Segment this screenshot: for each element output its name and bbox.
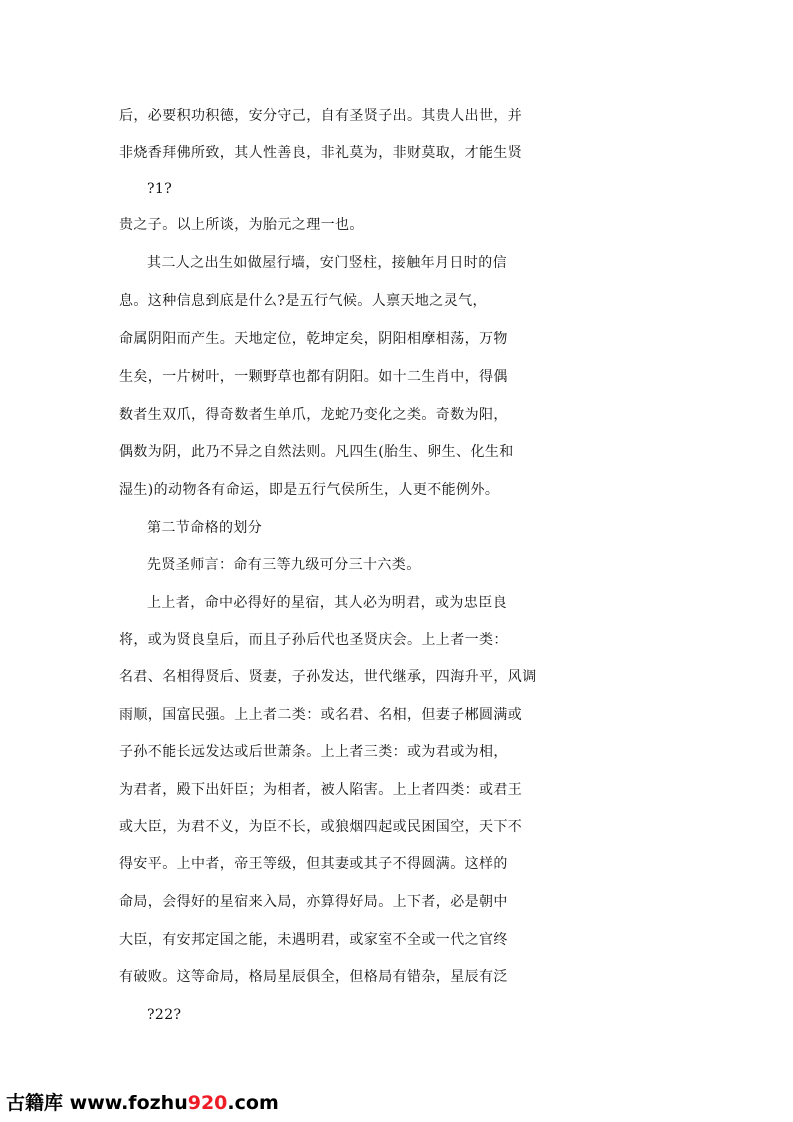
watermark-site-name: 古籍库 bbox=[6, 1092, 64, 1114]
text-line: 偶数为阴，此乃不异之自然法则。凡四生(胎生、卵生、化生和 bbox=[119, 444, 514, 460]
watermark-url bbox=[70, 1092, 279, 1114]
text-line: 或大臣，为君不义，为臣不长，或狼烟四起或民困国空，天下不 bbox=[119, 819, 523, 835]
text-line: 命属阴阳而产生。天地定位，乾坤定矣，阴阳相摩相荡，万物 bbox=[119, 331, 508, 347]
text-line: 后，必要积功积德，安分守己，自有圣贤子出。其贵人出世，并 bbox=[119, 108, 523, 124]
text-line: 子孙不能长远发达或后世萧条。上上者三类：或为君或为相， bbox=[119, 744, 508, 760]
watermark-url-highlight: 920 bbox=[187, 1092, 228, 1114]
paragraph-start: 上上者，命中必得好的星宿，其人必为明君，或为忠臣良 bbox=[147, 595, 507, 611]
watermark bbox=[6, 1088, 279, 1118]
text-line: 得安平。上中者，帝王等级，但其妻或其子不得圆满。这样的 bbox=[119, 856, 508, 872]
text-line: 为君者，殿下出奸臣；为相者，被人陷害。上上者四类：或君王 bbox=[119, 782, 523, 798]
text-line: 贵之子。以上所谈，为胎元之理一也。 bbox=[119, 217, 364, 233]
text-line: 息。这种信息到底是什么?是五行气候。人禀天地之灵气， bbox=[119, 293, 487, 309]
text-line: 命局，会得好的星宿来入局，亦算得好局。上下者，必是朝中 bbox=[119, 894, 508, 910]
section-heading: 第二节命格的划分 bbox=[147, 520, 263, 536]
paragraph-start: 先贤圣师言：命有三等九级可分三十六类。 bbox=[147, 557, 421, 573]
text-line: 雨顺，国富民强。上上者二类：或名君、名相，但妻子郴圆满或 bbox=[119, 707, 523, 723]
text-line: 数者生双爪，得奇数者生单爪，龙蛇乃变化之类。奇数为阳， bbox=[119, 407, 508, 423]
watermark-url-suffix: .com bbox=[227, 1092, 279, 1114]
watermark-url-prefix: www.fozhu bbox=[69, 1092, 188, 1114]
text-line: 湿生)的动物各有命运，即是五行气侯所生，人更不能例外。 bbox=[119, 482, 500, 498]
page-marker: ?22? bbox=[147, 1007, 182, 1023]
paragraph-start: 其二人之出生如做屋行墙，安门竖柱，接触年月日时的信 bbox=[147, 255, 507, 271]
text-line: 将，或为贤良皇后，而且子孙后代也圣贤庆会。上上者一类： bbox=[119, 632, 508, 648]
text-line: 生矣，一片树叶，一颗野草也都有阴阳。如十二生肖中，得偶 bbox=[119, 369, 508, 385]
page-marker: ?1? bbox=[147, 181, 173, 197]
text-line: 大臣，有安邦定国之能，未遇明君，或家室不全或一代之官终 bbox=[119, 932, 508, 948]
text-line: 有破败。这等命局，格局星辰俱全，但格局有错杂，星辰有泛 bbox=[119, 969, 508, 985]
text-line: 非烧香拜佛所致，其人性善良，非礼莫为，非财莫取，才能生贤 bbox=[119, 145, 523, 161]
text-line: 名君、名相得贤后、贤妻，子孙发达，世代继承，四海升平，风调 bbox=[119, 669, 537, 685]
